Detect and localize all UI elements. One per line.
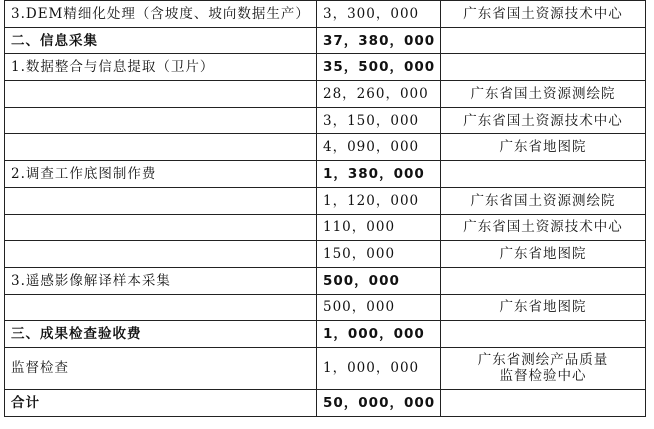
table-row <box>5 81 646 108</box>
total-label-cell: 合计 <box>5 389 317 416</box>
org-line: 广东省测绘产品质量 <box>477 352 609 369</box>
amount-cell: 28，260，000 <box>317 81 441 108</box>
org-cell: 广东省国土资源测绘院 <box>441 187 646 214</box>
table-row <box>5 161 646 188</box>
org-cell: 广东省国土资源技术中心 <box>441 214 646 241</box>
amount-cell: 1，000，000 <box>317 347 441 389</box>
amount-cell: 3，150，000 <box>317 107 441 134</box>
table-row <box>5 241 646 268</box>
org-cell-multiline <box>441 347 646 389</box>
org-cell <box>441 321 646 348</box>
item-cell <box>5 294 317 321</box>
amount-cell: 3，300，000 <box>317 1 441 28</box>
org-cell: 广东省地图院 <box>441 241 646 268</box>
org-cell: 广东省国土资源技术中心 <box>441 1 646 28</box>
table-row <box>5 187 646 214</box>
org-cell <box>441 54 646 81</box>
item-cell: 2.调查工作底图制作费 <box>5 161 317 188</box>
budget-table <box>4 0 646 417</box>
org-cell <box>441 27 646 54</box>
table-row <box>5 267 646 294</box>
org-cell: 广东省地图院 <box>441 294 646 321</box>
amount-cell: 4，090，000 <box>317 134 441 161</box>
section-heading-cell: 三、成果检查验收费 <box>5 321 317 348</box>
table-row <box>5 107 646 134</box>
item-cell <box>5 187 317 214</box>
org-cell: 广东省国土资源技术中心 <box>441 107 646 134</box>
item-cell: 监督检查 <box>5 347 317 389</box>
amount-cell: 500，000 <box>317 267 441 294</box>
item-cell: 3.DEM精细化处理（含坡度、坡向数据生产） <box>5 1 317 28</box>
table-row <box>5 321 646 348</box>
amount-cell: 37，380，000 <box>317 27 441 54</box>
table-row <box>5 294 646 321</box>
item-cell <box>5 107 317 134</box>
table-row-total <box>5 389 646 416</box>
section-heading-cell: 二、信息采集 <box>5 27 317 54</box>
amount-cell: 1，380，000 <box>317 161 441 188</box>
table-row <box>5 54 646 81</box>
amount-cell: 150，000 <box>317 241 441 268</box>
table-row <box>5 214 646 241</box>
org-cell <box>441 161 646 188</box>
item-cell <box>5 134 317 161</box>
item-cell: 1.数据整合与信息提取（卫片） <box>5 54 317 81</box>
table-row <box>5 347 646 389</box>
amount-cell: 1，120，000 <box>317 187 441 214</box>
item-cell <box>5 241 317 268</box>
table-row <box>5 134 646 161</box>
total-amount-cell: 50，000，000 <box>317 389 441 416</box>
table-row <box>5 1 646 28</box>
amount-cell: 35，500，000 <box>317 54 441 81</box>
org-cell: 广东省地图院 <box>441 134 646 161</box>
org-cell: 广东省国土资源测绘院 <box>441 81 646 108</box>
table-row <box>5 27 646 54</box>
item-cell: 3.遥感影像解译样本采集 <box>5 267 317 294</box>
org-cell <box>441 389 646 416</box>
amount-cell: 110，000 <box>317 214 441 241</box>
org-line: 监督检验中心 <box>499 368 587 385</box>
item-cell <box>5 214 317 241</box>
amount-cell: 500，000 <box>317 294 441 321</box>
item-cell <box>5 81 317 108</box>
org-cell <box>441 267 646 294</box>
amount-cell: 1，000，000 <box>317 321 441 348</box>
